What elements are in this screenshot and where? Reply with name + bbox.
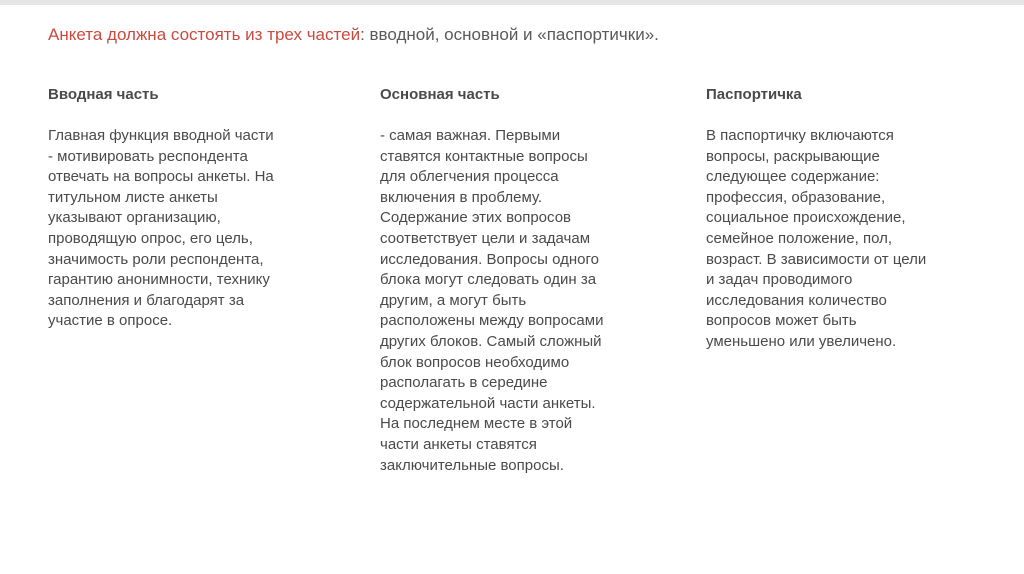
column-introductory-part	[48, 86, 328, 332]
column-title: Паспортичка	[706, 86, 802, 103]
column-body: В паспортичку включаются вопросы, раскрывающие следующее содержание: профессия, образование, социальное происхождение, семейное положение, пол, возраст. В зависимости от цели и задач проводимого исследования количество вопросов может быть уменьшено или увеличено.	[706, 127, 927, 350]
column-body: - самая важная. Первыми ставятся контактные вопросы для облегчения процесса включения в проблему. Содержание этих вопросов соответствует цели и задачам исследования. Вопросы одного блока могут следовать один за другим, а могут быть расположены между вопросами других блоков. Самый сложный блок вопросов необходимо располагать в середине содержательной части анкеты. На последнем месте в этой части анкеты ставятся заключительные вопросы.	[380, 127, 604, 474]
column-passport-part	[706, 86, 986, 353]
slide-heading	[48, 24, 978, 46]
column-main-part	[380, 86, 670, 476]
column-body: Главная функция вводной части - мотивировать респондента отвечать на вопросы анкеты. На титульном листе анкеты указывают организацию, проводящую опрос, его цель, значимость роли респондента, гарантию анонимности, технику заполнения и благодарят за участие в опросе.	[48, 127, 274, 330]
column-title: Основная часть	[380, 86, 500, 103]
top-divider	[0, 0, 1024, 5]
heading-rest-text: : вводной, основной и «паспортички».	[360, 25, 659, 44]
column-title: Вводная часть	[48, 86, 159, 103]
heading-accent-text: Анкета должна состоять из трех частей	[48, 25, 361, 44]
